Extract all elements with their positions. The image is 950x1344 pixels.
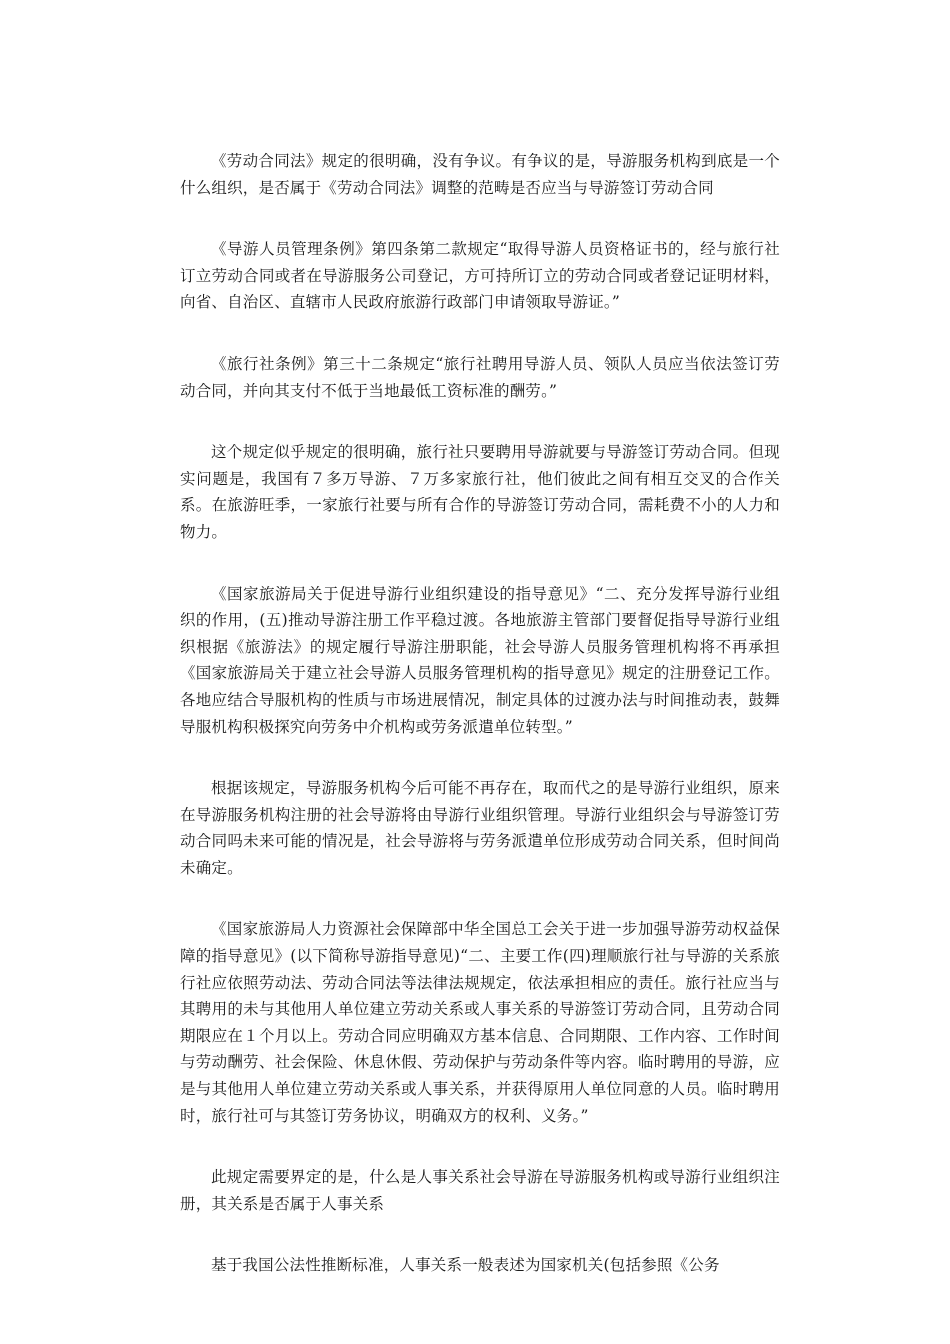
paragraph-industry-organization-opinion: 《国家旅游局关于促进导游行业组织建设的指导意见》“二、充分发挥导游行业组织的作用，(五)推动导游注册工作平稳过渡。各地旅游主管部门要督促指导导游行业组织根据《旅游法》的规定履行导游注册职能，社会导游人员服务管理机构将不再承担《国家旅游局关于建立社会导游人员服务管理机构的指导意见》规定的注册登记工作。各地应结合导服机构的性质与市场进展情况，制定具体的过渡办法与时间推动表，鼓舞导服机构积极探究向劳务中介机构或劳务派遣单位转型。” [180, 584, 780, 736]
paragraph-labor-contract-law: 《劳动合同法》规定的很明确，没有争议。有争议的是，导游服务机构到底是一个什么组织，是否属于《劳动合同法》调整的范畴是否应当与导游签订劳动合同 [180, 152, 780, 197]
paragraph-tour-guide-regulations: 《导游人员管理条例》第四条第二款规定“取得导游人员资格证书的，经与旅行社订立劳动合同或者在导游服务公司登记，方可持所订立的劳动合同或者登记证明材料，向省、自治区、直辖市人民政府旅游行政部门申请领取导游证。” [180, 240, 780, 312]
paragraph-travel-agency-regulations: 《旅行社条例》第三十二条规定“旅行社聘用导游人员、领队人员应当依法签订劳动合同，并向其支付不低于当地最低工资标准的酬劳。” [180, 354, 780, 400]
paragraph-personnel-relation-question: 此规定需要界定的是，什么是人事关系社会导游在导游服务机构或导游行业组织注册，其关系是否属于人事关系 [180, 1168, 780, 1213]
paragraph-future-outlook: 根据该规定，导游服务机构今后可能不再存在，取而代之的是导游行业组织，原来在导游服务机构注册的社会导游将由导游行业组织管理。导游行业组织会与导游签订劳动合同吗未来可能的情况是，社会导游将与劳务派遣单位形成劳动合同关系，但时间尚未确定。 [180, 779, 780, 877]
paragraph-practical-problem: 这个规定似乎规定的很明确，旅行社只要聘用导游就要与导游签订劳动合同。但现实问题是，我国有７多万导游、７万多家旅行社，他们彼此之间有相互交叉的合作关系。在旅游旺季，一家旅行社要与所有合作的导游签订劳动合同，需耗费不小的人力和物力。 [180, 443, 780, 541]
paragraph-labor-rights-opinion: 《国家旅游局人力资源社会保障部中华全国总工会关于进一步加强导游劳动权益保障的指导意见》(以下简称导游指导意见)“二、主要工作(四)理顺旅行社与导游的关系旅行社应依照劳动法、劳动合同法等法律法规规定，依法承担相应的责任。旅行社应当与其聘用的未与其他用人单位建立劳动关系或人事关系的导游签订劳动合同，且劳动合同期限应在１个月以上。劳动合同应明确双方基本信息、合同期限、工作内容、工作时间与劳动酬劳、社会保险、休息休假、劳动保护与劳动条件等内容。临时聘用的导游，应是与其他用人单位建立劳动关系或人事关系，并获得原用人单位同意的人员。临时聘用时，旅行社可与其签订劳务协议，明确双方的权利、义务。” [180, 920, 780, 1125]
paragraph-public-law-standard: 基于我国公法性推断标准，人事关系一般表述为国家机关(包括参照《公务 [211, 1256, 720, 1275]
document-body [180, 148, 780, 1279]
